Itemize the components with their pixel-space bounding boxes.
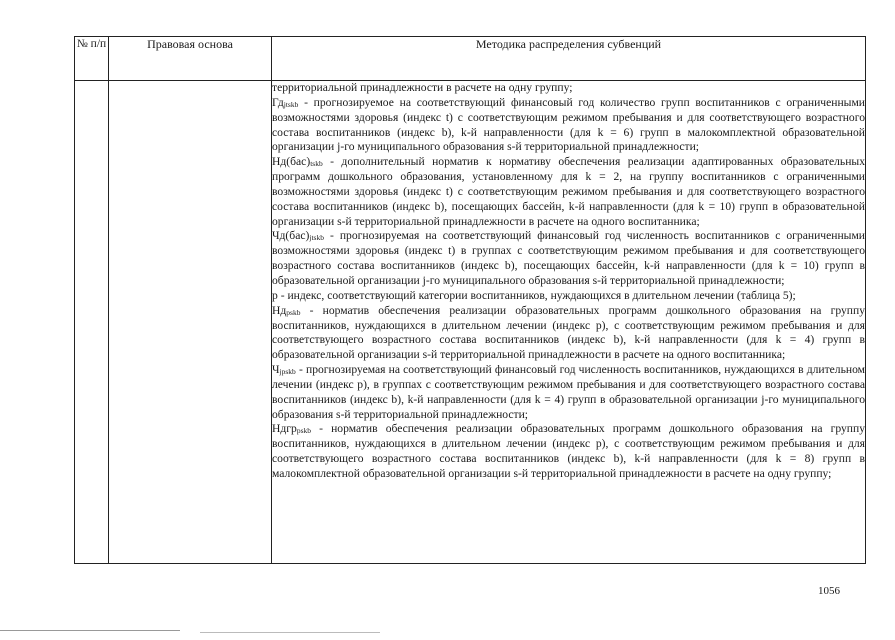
scan-edge-line	[0, 630, 180, 631]
header-number: № п/п	[75, 37, 109, 81]
header-row	[75, 37, 866, 81]
definition-paragraph: $Ч_{jpskb}$ - прогнозируемая на соответствующий финансовый год численность воспитанников, нуждающихся в длительном лечении (индекс p), в группах с соответствующим режимом пребывания и для соответствующего возрастного состава воспитанников (индекс b), k-й направленности (для k = 4) групп в образовательной организации j-го муниципального образования s-й территориальной принадлежности;	[272, 363, 865, 421]
definition-paragraph: Ндгр$_{pskb}$ - норматив обеспечения реализации образовательных программ дошкольного образования на группу воспитанников, нуждающихся в длительном лечении (индекс p), с соответствующим режимом пребывания и для соответствующего возрастного состава воспитанников (индекс b), k-й направленности (для k = 8) групп в малокомплектной образовательной организации s-й территориальной принадлежности в расчете на одну группу;	[272, 422, 865, 480]
definition-paragraph: $Чд(бас)_{jtskb}$ - прогнозируемая на соответствующий финансовый год численность воспитанников с ограниченными возможностями здоровья (индекс t) в группах с соответствующим режимом пребывания и для соответствующего возрастного состава воспитанников (индекс b), посещающих бассейн, k-й направленности (для k = 10) групп в образовательной организации j-го муниципального образования s-й территориальной принадлежности;	[272, 229, 865, 287]
methodology-table	[74, 36, 866, 564]
definition-paragraph: $Нд_{pskb}$ - норматив обеспечения реализации образовательных программ дошкольного образования на группу воспитанников, нуждающихся в длительном лечении (индекс p), с соответствующим режимом пребывания и для соответствующего возрастного состава воспитанников (индекс b), k-й направленности (для k = 4) групп в образовательной организации s-й территориальной принадлежности в расчете на одного воспитанника;	[272, 303, 865, 362]
header-legal-basis: Правовая основа	[109, 37, 272, 81]
methodology-cell	[272, 81, 866, 564]
definition-paragraph: территориальной принадлежности в расчете на одну группу;	[272, 81, 573, 94]
number-cell	[75, 81, 109, 564]
header-methodology: Методика распределения субвенций	[272, 37, 866, 81]
definition-paragraph: p - индекс, соответствующий категории воспитанников, нуждающихся в длительном лечении (таблица 5);	[272, 288, 796, 302]
table-row	[75, 81, 866, 564]
definition-paragraph: $Гд_{jtskb}$ - прогнозируемое на соответствующий финансовый год количество групп воспитанников с ограниченными возможностями здоровья (индекс t) с соответствующим режимом пребывания и для соответствующего возрастного состава воспитанников (индекс b), k-й направленности (для k = 6) групп в малокомплектной образовательной организации j-го муниципального образования s-й территориальной принадлежности;	[272, 95, 865, 154]
page-number: 1056	[818, 585, 840, 597]
definition-paragraph: $Нд(бас)_{tskb}$ - дополнительный норматив к нормативу обеспечения реализации адаптированных образовательных программ дошкольного образования, установленному для k = 2, на группу воспитанников с ограниченными возможностями здоровья (индекс t) с соответствующим режимом пребывания и для соответствующего возрастного состава воспитанников (индекс b), посещающих бассейн, k-й направленности (для k = 10) групп в образовательной организации s-й территориальной принадлежности в расчете на одного воспитанника;	[272, 155, 865, 228]
legal-basis-cell	[109, 81, 272, 564]
scan-edge-line	[200, 632, 380, 633]
